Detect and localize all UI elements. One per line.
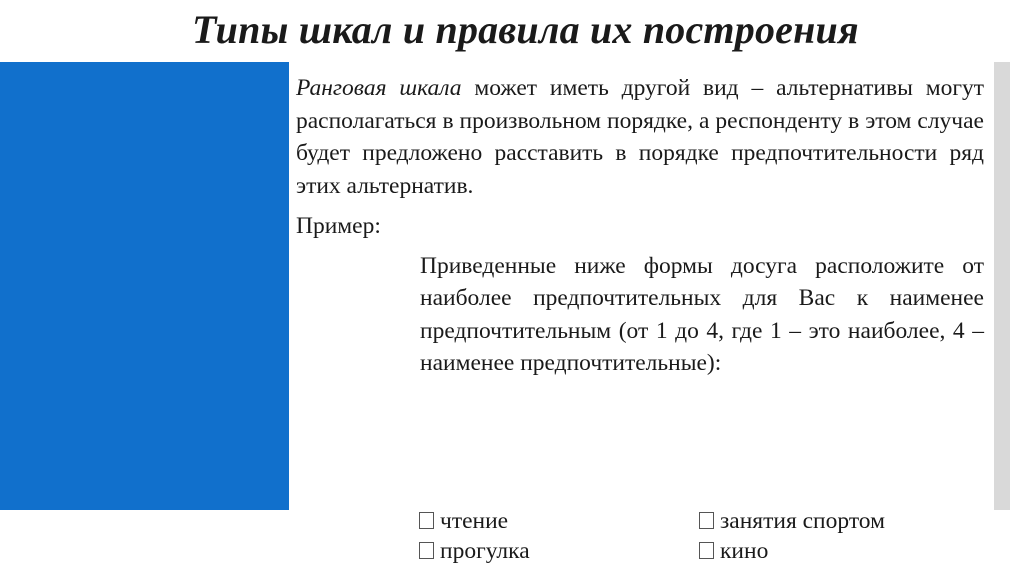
- checkbox-icon[interactable]: [419, 512, 434, 529]
- lead-term: Ранговая шкала: [296, 75, 462, 101]
- slide-title: Типы шкал и правила их построения: [192, 7, 859, 52]
- options-row: [419, 506, 979, 536]
- definition-text: может иметь другой вид – альтернативы могут располагаться в произвольном порядке, а респонденту в этом случае будет предложено расставить в порядке предпочтительности ряд этих альтернатив.: [296, 75, 984, 199]
- definition-paragraph: [296, 72, 984, 202]
- options-row: [419, 536, 979, 566]
- options-list: [419, 506, 979, 566]
- option-label: занятия спортом: [720, 508, 885, 534]
- option-item[interactable]: [699, 506, 979, 536]
- example-label: Пример:: [296, 213, 381, 239]
- example-text: Приведенные ниже формы досуга расположите от наиболее предпочтительных для Вас к наименее предпочтительным (от 1 до 4, где 1 – это наиболее, 4 – наименее предпочтительные):: [420, 252, 984, 376]
- checkbox-icon[interactable]: [699, 542, 714, 559]
- side-bar: [994, 62, 1010, 510]
- option-item[interactable]: [699, 536, 979, 566]
- slide-body: [296, 72, 984, 380]
- option-label: чтение: [440, 508, 509, 534]
- checkbox-icon[interactable]: [419, 542, 434, 559]
- accent-block: [0, 62, 289, 510]
- option-label: кино: [720, 538, 769, 564]
- option-label: прогулка: [440, 538, 530, 564]
- checkbox-icon[interactable]: [699, 512, 714, 529]
- option-item[interactable]: [419, 536, 699, 566]
- option-item[interactable]: [419, 506, 699, 536]
